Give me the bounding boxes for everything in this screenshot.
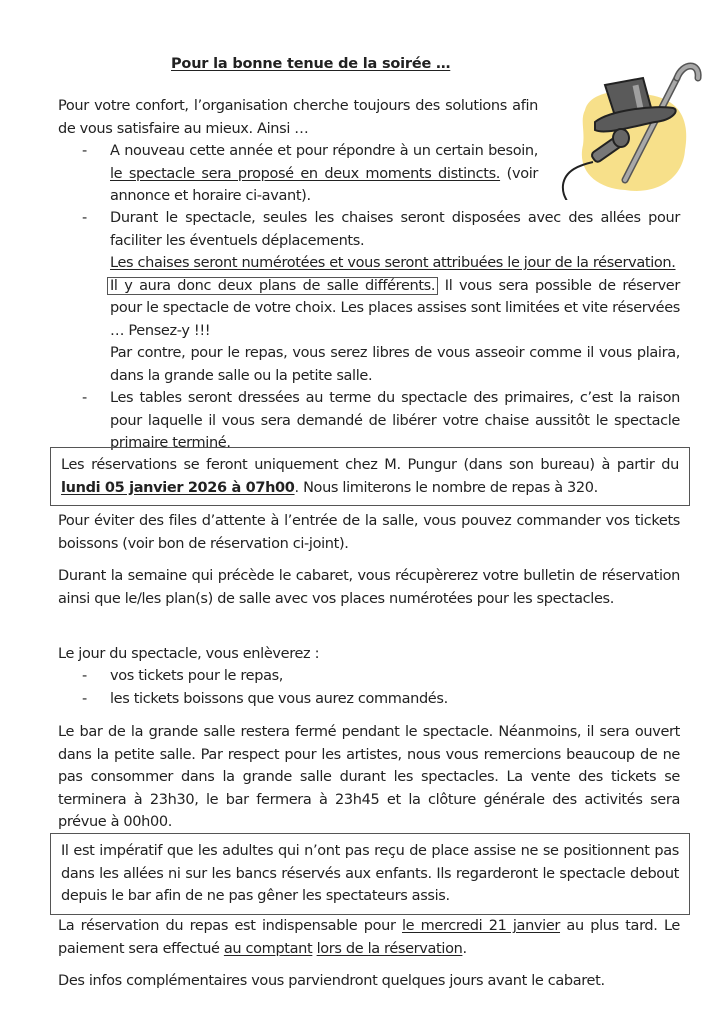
- page-title: Pour la bonne tenue de la soirée …: [171, 56, 451, 72]
- bullet-dash: -: [82, 668, 87, 684]
- closing-paragraph: Des infos complémentaires vous parviendront quelques jours avant le cabaret.: [58, 973, 605, 989]
- reservation-notice-box: Les réservations se feront uniquement chez M. Pungur (dans son bureau) à partir du lundi 05 janvier 2026 à 07h00. Nous limiterons le nombre de repas à 320.: [50, 447, 690, 506]
- bullet-dash: -: [82, 690, 87, 707]
- two-floor-plans-highlight: Il y aura donc deux plans de salle différents.: [107, 277, 438, 295]
- bullet-dash: -: [82, 143, 87, 159]
- bullet-list-2: [58, 207, 680, 455]
- list-item: - vos tickets pour le repas,: [58, 665, 680, 688]
- top-hat-cane-microphone-icon: [555, 50, 705, 200]
- bullet-dash: -: [82, 390, 87, 406]
- day-items-list: [58, 665, 680, 710]
- reservation-start-date: lundi 05 janvier 2026 à 07h00: [61, 479, 295, 496]
- payment-timing: lors de la réservation: [316, 940, 463, 957]
- bullet-list-1: [58, 140, 538, 208]
- list-item: - les tickets boissons que vous aurez commandés.: [58, 688, 680, 711]
- meal-paragraph: La réservation du repas est indispensable pour le mercredi 21 janvier au plus tard. Le paiement sera effectué au comptant lors de la réservation.: [58, 918, 680, 957]
- bar-paragraph: Le bar de la grande salle restera fermé pendant le spectacle. Néanmoins, il sera ouvert dans la petite salle. Par respect pour les artistes, nous vous remercions beaucoup de ne pas consommer dans la grande salle durant les spectacles. La vente des tickets se terminera à 23h30, le bar fermera à 23h45 et la clôture générale des activités sera prévue à 00h00.: [58, 724, 680, 830]
- list-item: - Durant le spectacle, seules les chaises seront disposées avec des allées pour faciliter les éventuels déplacements. Les chaises seront numérotées et vous seront attribuées le jour de la réservation. Il y aura donc deux plans de salle différents. Il vous sera possible de réserver pour le spectacle de votre choix. Les places assises sont limitées et vite réservées … Pensez-y !!! Par contre, pour le repas, vous serez libres de vous asseoir comme il vous plaira, dans la grande salle ou la petite salle.: [58, 207, 680, 387]
- intro-paragraph: Pour votre confort, l’organisation cherche toujours des solutions afin de vous satisfaire au mieux. Ainsi …: [58, 98, 538, 137]
- adults-notice-box: Il est impératif que les adultes qui n’ont pas reçu de place assise ne se positionnent pas dans les allées ni sur les bancs réservés aux enfants. Ils regarderont le spectacle debout depuis le bar afin de ne pas gêner les spectateurs assis.: [50, 833, 690, 915]
- bullet-dash: -: [82, 210, 87, 226]
- two-moments-highlight: le spectacle sera proposé en deux moments distincts.: [110, 165, 501, 182]
- day-intro: Le jour du spectacle, vous enlèverez :: [58, 646, 320, 662]
- tickets-paragraph: Pour éviter des files d’attente à l’entrée de la salle, vous pouvez commander vos tickets boissons (voir bon de réservation ci-joint).: [58, 513, 680, 552]
- meal-deadline: le mercredi 21 janvier: [401, 918, 561, 934]
- week-paragraph: Durant la semaine qui précède le cabaret, vous récupèrerez votre bulletin de réservation ainsi que le/les plan(s) de salle avec vos places numérotées pour les spectacles.: [58, 568, 680, 607]
- payment-cash: au comptant: [223, 940, 313, 957]
- list-item: - A nouveau cette année et pour répondre à un certain besoin, le spectacle sera proposé en deux moments distincts. (voir annonce et horaire ci-avant).: [58, 140, 538, 208]
- list-item: - Les tables seront dressées au terme du spectacle des primaires, c’est la raison pour laquelle il vous sera demandé de libérer votre chaise aussitôt le spectacle primaire terminé.: [58, 387, 680, 455]
- chairs-numbered-highlight: Les chaises seront numérotées et vous seront attribuées le jour de la réservation.: [110, 255, 676, 271]
